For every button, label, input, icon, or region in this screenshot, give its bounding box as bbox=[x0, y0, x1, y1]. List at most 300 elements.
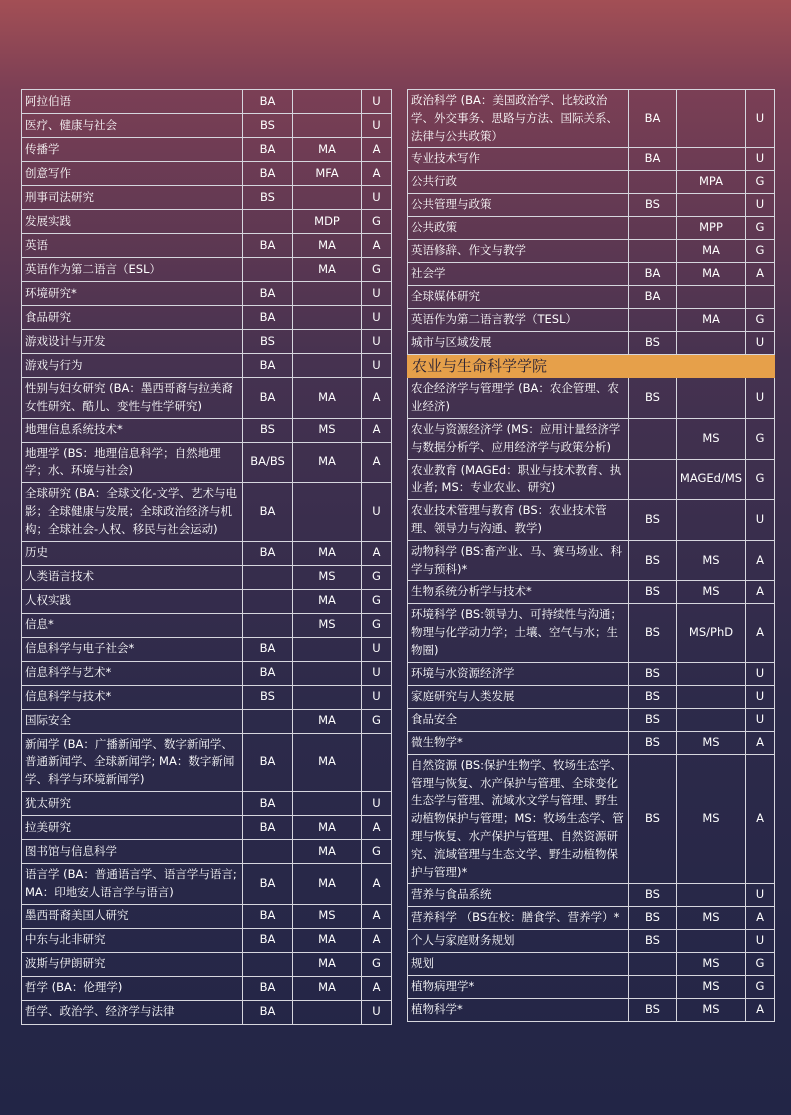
bachelor-degree: BA bbox=[243, 138, 293, 162]
bachelor-degree bbox=[243, 210, 293, 234]
table-row bbox=[408, 540, 775, 581]
program-type: U bbox=[362, 306, 392, 330]
graduate-degree: MA bbox=[293, 442, 362, 483]
graduate-degree bbox=[293, 661, 362, 685]
table-row bbox=[22, 791, 392, 815]
program-name: 地理学 (BS：地理信息科学；自然地理学；水、环境与社会) bbox=[22, 442, 243, 483]
graduate-degree bbox=[293, 483, 362, 541]
program-type: G bbox=[362, 709, 392, 733]
program-name: 自然资源 (BS:保护生物学、牧场生态学、管理与恢复、水产保护与管理、全球变化生态学与管理、流域水文学与管理、野生动植物保护与管理；MS：牧场生态学、管理与恢复、水产保护与管理、自然资源研究、流域管理与生态文学、野生动植物保护与管理)* bbox=[408, 754, 629, 884]
table-row bbox=[408, 976, 775, 999]
program-name: 信息* bbox=[22, 613, 243, 637]
program-type: A bbox=[362, 378, 392, 419]
program-name: 波斯与伊朗研究 bbox=[22, 952, 243, 976]
bachelor-degree: BA bbox=[243, 791, 293, 815]
table-row bbox=[22, 709, 392, 733]
right-program-table-body bbox=[408, 90, 775, 1022]
program-name: 专业技术写作 bbox=[408, 148, 629, 171]
graduate-degree: MS bbox=[677, 907, 746, 930]
table-row bbox=[408, 685, 775, 708]
bachelor-degree: BA bbox=[243, 483, 293, 541]
program-type: U bbox=[362, 637, 392, 661]
program-name: 传播学 bbox=[22, 138, 243, 162]
program-name: 英语 bbox=[22, 234, 243, 258]
graduate-degree bbox=[293, 354, 362, 378]
program-type: U bbox=[362, 282, 392, 306]
program-name: 农业技术管理与教育 (BS：农业技术管理、领导力与沟通、教学) bbox=[408, 500, 629, 541]
program-type: G bbox=[362, 613, 392, 637]
program-type: A bbox=[362, 162, 392, 186]
graduate-degree bbox=[677, 90, 746, 148]
bachelor-degree: BS bbox=[629, 378, 677, 419]
program-type: U bbox=[746, 378, 775, 419]
bachelor-degree: BA bbox=[243, 815, 293, 839]
program-name: 阿拉伯语 bbox=[22, 90, 243, 114]
program-type: U bbox=[746, 90, 775, 148]
graduate-degree bbox=[677, 194, 746, 217]
program-name: 农企经济学与管理学 (BA：农企管理、农业经济) bbox=[408, 378, 629, 419]
table-row bbox=[22, 589, 392, 613]
table-row bbox=[22, 354, 392, 378]
bachelor-degree bbox=[243, 952, 293, 976]
graduate-degree: MA bbox=[293, 709, 362, 733]
bachelor-degree: BS bbox=[243, 186, 293, 210]
graduate-degree bbox=[677, 148, 746, 171]
bachelor-degree: BS bbox=[629, 604, 677, 662]
program-type: A bbox=[362, 138, 392, 162]
graduate-degree: MA bbox=[677, 263, 746, 286]
graduate-degree bbox=[677, 332, 746, 355]
program-type: G bbox=[362, 210, 392, 234]
program-name: 食品研究 bbox=[22, 306, 243, 330]
program-name: 语言学 (BA：普通语言学、语言学与语言; MA：印地安人语言学与语言) bbox=[22, 863, 243, 904]
graduate-degree: MA bbox=[677, 309, 746, 332]
program-name: 哲学、政治学、经济学与法律 bbox=[22, 1000, 243, 1024]
program-type: G bbox=[746, 309, 775, 332]
graduate-degree: MS bbox=[293, 418, 362, 442]
bachelor-degree bbox=[629, 217, 677, 240]
table-row bbox=[22, 815, 392, 839]
bachelor-degree: BA bbox=[243, 378, 293, 419]
bachelor-degree bbox=[629, 459, 677, 500]
program-type: U bbox=[362, 685, 392, 709]
program-name: 城市与区域发展 bbox=[408, 332, 629, 355]
graduate-degree: MA bbox=[293, 952, 362, 976]
program-name: 中东与北非研究 bbox=[22, 928, 243, 952]
right-program-table bbox=[407, 89, 775, 1022]
program-name: 食品安全 bbox=[408, 708, 629, 731]
program-name: 公共管理与政策 bbox=[408, 194, 629, 217]
graduate-degree bbox=[293, 282, 362, 306]
table-row bbox=[408, 907, 775, 930]
program-name: 创意写作 bbox=[22, 162, 243, 186]
program-name: 游戏与行为 bbox=[22, 354, 243, 378]
program-type: A bbox=[746, 907, 775, 930]
bachelor-degree: BA bbox=[629, 263, 677, 286]
program-name: 全球媒体研究 bbox=[408, 286, 629, 309]
table-row bbox=[22, 661, 392, 685]
bachelor-degree: BA bbox=[243, 863, 293, 904]
graduate-degree: MA bbox=[293, 541, 362, 565]
graduate-degree bbox=[293, 637, 362, 661]
table-row bbox=[22, 565, 392, 589]
table-row bbox=[408, 581, 775, 604]
program-type: A bbox=[362, 904, 392, 928]
table-row bbox=[22, 685, 392, 709]
program-type: A bbox=[746, 263, 775, 286]
program-name: 国际安全 bbox=[22, 709, 243, 733]
program-type: G bbox=[362, 839, 392, 863]
program-name: 医疗、健康与社会 bbox=[22, 114, 243, 138]
program-name: 公共政策 bbox=[408, 217, 629, 240]
program-type bbox=[362, 733, 392, 791]
table-row bbox=[22, 210, 392, 234]
table-row bbox=[408, 332, 775, 355]
program-type: A bbox=[746, 604, 775, 662]
program-name: 环境科学 (BS:领导力、可持续性与沟通；物理与化学动力学；土壤、空气与水；生物圈) bbox=[408, 604, 629, 662]
graduate-degree: MS bbox=[677, 418, 746, 459]
graduate-degree bbox=[677, 884, 746, 907]
graduate-degree: MA bbox=[293, 815, 362, 839]
table-row bbox=[408, 604, 775, 662]
program-name: 新闻学 (BA：广播新闻学、数字新闻学、普通新闻学、全球新闻学; MA：数字新闻学、科学与环境新闻学) bbox=[22, 733, 243, 791]
section-header-row bbox=[408, 355, 775, 378]
program-type: U bbox=[362, 791, 392, 815]
bachelor-degree: BA bbox=[243, 976, 293, 1000]
table-row bbox=[22, 839, 392, 863]
bachelor-degree: BS bbox=[629, 930, 677, 953]
graduate-degree bbox=[293, 306, 362, 330]
program-type bbox=[746, 286, 775, 309]
table-row bbox=[408, 999, 775, 1022]
bachelor-degree bbox=[243, 258, 293, 282]
program-type: A bbox=[362, 418, 392, 442]
table-row bbox=[408, 171, 775, 194]
program-type: G bbox=[362, 952, 392, 976]
program-type: A bbox=[746, 731, 775, 754]
program-type: A bbox=[362, 541, 392, 565]
program-type: G bbox=[746, 418, 775, 459]
table-row bbox=[22, 90, 392, 114]
program-type: U bbox=[362, 661, 392, 685]
bachelor-degree: BS bbox=[629, 500, 677, 541]
program-type: U bbox=[362, 186, 392, 210]
graduate-degree bbox=[293, 791, 362, 815]
program-name: 政治科学 (BA：美国政治学、比较政治学、外交事务、思路与方法、国际关系、法律与公共政策） bbox=[408, 90, 629, 148]
graduate-degree: MA bbox=[293, 928, 362, 952]
table-row bbox=[22, 637, 392, 661]
graduate-degree: MS bbox=[677, 754, 746, 884]
bachelor-degree: BA bbox=[629, 286, 677, 309]
program-name: 英语作为第二语言教学（TESL） bbox=[408, 309, 629, 332]
program-type: G bbox=[746, 953, 775, 976]
bachelor-degree: BS bbox=[629, 999, 677, 1022]
table-row bbox=[408, 309, 775, 332]
bachelor-degree: BA bbox=[243, 354, 293, 378]
graduate-degree: MA bbox=[293, 234, 362, 258]
graduate-degree: MS bbox=[293, 565, 362, 589]
program-name: 地理信息系统技术* bbox=[22, 418, 243, 442]
graduate-degree: MAGEd/MS bbox=[677, 459, 746, 500]
table-row bbox=[408, 754, 775, 884]
table-row bbox=[22, 114, 392, 138]
program-type: U bbox=[746, 194, 775, 217]
program-name: 信息科学与技术* bbox=[22, 685, 243, 709]
graduate-degree: MS bbox=[677, 999, 746, 1022]
bachelor-degree: BA bbox=[243, 90, 293, 114]
graduate-degree: MA bbox=[677, 240, 746, 263]
graduate-degree: MFA bbox=[293, 162, 362, 186]
program-name: 营养科学 （BS在校：膳食学、营养学）* bbox=[408, 907, 629, 930]
program-name: 微生物学* bbox=[408, 731, 629, 754]
graduate-degree bbox=[293, 186, 362, 210]
graduate-degree bbox=[293, 90, 362, 114]
table-row bbox=[22, 378, 392, 419]
bachelor-degree bbox=[629, 418, 677, 459]
program-name: 发展实践 bbox=[22, 210, 243, 234]
table-row bbox=[22, 306, 392, 330]
program-name: 哲学 (BA：伦理学) bbox=[22, 976, 243, 1000]
bachelor-degree: BA bbox=[629, 148, 677, 171]
program-type: U bbox=[746, 662, 775, 685]
graduate-degree: MS bbox=[677, 731, 746, 754]
bachelor-degree bbox=[629, 309, 677, 332]
graduate-degree: MS bbox=[293, 613, 362, 637]
bachelor-degree: BA bbox=[243, 541, 293, 565]
bachelor-degree: BA/BS bbox=[243, 442, 293, 483]
program-type: U bbox=[746, 685, 775, 708]
bachelor-degree: BS bbox=[629, 731, 677, 754]
table-row bbox=[22, 282, 392, 306]
bachelor-degree: BS bbox=[629, 194, 677, 217]
bachelor-degree: BA bbox=[243, 306, 293, 330]
table-row bbox=[408, 708, 775, 731]
table-row bbox=[22, 541, 392, 565]
bachelor-degree bbox=[243, 709, 293, 733]
program-type: U bbox=[362, 330, 392, 354]
graduate-degree bbox=[677, 286, 746, 309]
graduate-degree: MS bbox=[677, 581, 746, 604]
bachelor-degree: BA bbox=[243, 928, 293, 952]
table-row bbox=[408, 930, 775, 953]
program-name: 英语作为第二语言（ESL） bbox=[22, 258, 243, 282]
table-row bbox=[408, 731, 775, 754]
graduate-degree: MA bbox=[293, 839, 362, 863]
program-type: U bbox=[746, 332, 775, 355]
table-row bbox=[408, 90, 775, 148]
bachelor-degree: BA bbox=[243, 637, 293, 661]
program-name: 植物病理学* bbox=[408, 976, 629, 999]
program-type: A bbox=[746, 540, 775, 581]
program-name: 墨西哥裔美国人研究 bbox=[22, 904, 243, 928]
bachelor-degree: BA bbox=[629, 90, 677, 148]
graduate-degree: MA bbox=[293, 589, 362, 613]
program-type: U bbox=[362, 114, 392, 138]
program-name: 环境与水资源经济学 bbox=[408, 662, 629, 685]
graduate-degree: MA bbox=[293, 258, 362, 282]
bachelor-degree: BS bbox=[629, 708, 677, 731]
program-type: G bbox=[362, 258, 392, 282]
program-type: A bbox=[746, 999, 775, 1022]
bachelor-degree: BA bbox=[243, 162, 293, 186]
graduate-degree: MS bbox=[293, 904, 362, 928]
program-name: 规划 bbox=[408, 953, 629, 976]
program-name: 信息科学与电子社会* bbox=[22, 637, 243, 661]
bachelor-degree: BS bbox=[629, 581, 677, 604]
graduate-degree bbox=[293, 685, 362, 709]
program-type: U bbox=[746, 708, 775, 731]
program-name: 环境研究* bbox=[22, 282, 243, 306]
graduate-degree: MS/PhD bbox=[677, 604, 746, 662]
program-type: U bbox=[746, 930, 775, 953]
table-row bbox=[22, 258, 392, 282]
program-name: 人类语言技术 bbox=[22, 565, 243, 589]
graduate-degree: MS bbox=[677, 976, 746, 999]
table-row bbox=[408, 378, 775, 419]
program-type: U bbox=[746, 884, 775, 907]
program-name: 农业与资源经济学 (MS：应用计量经济学与数据分析学、应用经济学与政策分析) bbox=[408, 418, 629, 459]
bachelor-degree: BS bbox=[629, 685, 677, 708]
program-name: 公共行政 bbox=[408, 171, 629, 194]
program-type: G bbox=[746, 459, 775, 500]
bachelor-degree: BS bbox=[629, 540, 677, 581]
graduate-degree: MDP bbox=[293, 210, 362, 234]
program-name: 家庭研究与人类发展 bbox=[408, 685, 629, 708]
program-type: A bbox=[746, 581, 775, 604]
graduate-degree bbox=[293, 114, 362, 138]
program-type: U bbox=[746, 500, 775, 541]
program-name: 个人与家庭财务规划 bbox=[408, 930, 629, 953]
program-name: 拉美研究 bbox=[22, 815, 243, 839]
graduate-degree bbox=[677, 662, 746, 685]
program-type: A bbox=[362, 815, 392, 839]
program-type: A bbox=[746, 754, 775, 884]
program-type: G bbox=[746, 976, 775, 999]
program-name: 植物科学* bbox=[408, 999, 629, 1022]
graduate-degree: MS bbox=[677, 953, 746, 976]
graduate-degree bbox=[293, 1000, 362, 1024]
bachelor-degree: BA bbox=[243, 904, 293, 928]
program-name: 历史 bbox=[22, 541, 243, 565]
table-row bbox=[22, 234, 392, 258]
program-name: 生物系统分析学与技术* bbox=[408, 581, 629, 604]
table-row bbox=[22, 186, 392, 210]
bachelor-degree bbox=[629, 240, 677, 263]
bachelor-degree: BA bbox=[243, 733, 293, 791]
bachelor-degree: BS bbox=[629, 662, 677, 685]
table-row bbox=[22, 976, 392, 1000]
program-type: A bbox=[362, 976, 392, 1000]
table-row bbox=[408, 500, 775, 541]
program-name: 信息科学与艺术* bbox=[22, 661, 243, 685]
program-type: G bbox=[746, 217, 775, 240]
program-type: A bbox=[362, 863, 392, 904]
bachelor-degree: BA bbox=[243, 282, 293, 306]
bachelor-degree: BS bbox=[629, 332, 677, 355]
graduate-degree bbox=[293, 330, 362, 354]
bachelor-degree: BS bbox=[629, 907, 677, 930]
program-type: G bbox=[746, 240, 775, 263]
program-name: 犹太研究 bbox=[22, 791, 243, 815]
graduate-degree: MA bbox=[293, 138, 362, 162]
table-row bbox=[408, 263, 775, 286]
table-row bbox=[22, 483, 392, 541]
table-row bbox=[408, 217, 775, 240]
table-row bbox=[408, 194, 775, 217]
bachelor-degree: BA bbox=[243, 234, 293, 258]
table-row bbox=[22, 733, 392, 791]
program-type: U bbox=[362, 90, 392, 114]
program-name: 营养与食品系统 bbox=[408, 884, 629, 907]
bachelor-degree bbox=[629, 171, 677, 194]
graduate-degree: MA bbox=[293, 863, 362, 904]
table-row bbox=[22, 1000, 392, 1024]
program-name: 图书馆与信息科学 bbox=[22, 839, 243, 863]
table-row bbox=[408, 884, 775, 907]
program-type: A bbox=[362, 234, 392, 258]
graduate-degree bbox=[677, 930, 746, 953]
table-row bbox=[408, 240, 775, 263]
table-row bbox=[22, 162, 392, 186]
table-row bbox=[408, 148, 775, 171]
bachelor-degree: BS bbox=[629, 884, 677, 907]
table-row bbox=[22, 904, 392, 928]
bachelor-degree bbox=[243, 565, 293, 589]
program-name: 刑事司法研究 bbox=[22, 186, 243, 210]
program-name: 农业教育 (MAGEd：职业与技术教育、执业者; MS：专业农业、研究) bbox=[408, 459, 629, 500]
graduate-degree: MPP bbox=[677, 217, 746, 240]
table-row bbox=[22, 138, 392, 162]
program-name: 性别与妇女研究 (BA：墨西哥裔与拉美裔女性研究、酷儿、变性与性学研究) bbox=[22, 378, 243, 419]
graduate-degree: MA bbox=[293, 976, 362, 1000]
program-type: U bbox=[362, 1000, 392, 1024]
program-type: G bbox=[362, 565, 392, 589]
bachelor-degree: BA bbox=[243, 1000, 293, 1024]
bachelor-degree: BS bbox=[629, 754, 677, 884]
program-name: 社会学 bbox=[408, 263, 629, 286]
graduate-degree: MA bbox=[293, 378, 362, 419]
bachelor-degree: BS bbox=[243, 685, 293, 709]
program-name: 全球研究 (BA：全球文化-文学、艺术与电影；全球健康与发展；全球政治经济与机构；全球社会-人权、移民与社会运动) bbox=[22, 483, 243, 541]
bachelor-degree bbox=[243, 613, 293, 637]
bachelor-degree bbox=[243, 589, 293, 613]
bachelor-degree bbox=[629, 953, 677, 976]
section-title: 农业与生命科学学院 bbox=[408, 355, 775, 378]
graduate-degree bbox=[677, 708, 746, 731]
table-row bbox=[22, 952, 392, 976]
bachelor-degree bbox=[243, 839, 293, 863]
program-name: 游戏设计与开发 bbox=[22, 330, 243, 354]
program-type: G bbox=[362, 589, 392, 613]
program-type: G bbox=[746, 171, 775, 194]
program-type: U bbox=[362, 483, 392, 541]
graduate-degree bbox=[677, 378, 746, 419]
bachelor-degree bbox=[629, 976, 677, 999]
table-row bbox=[22, 863, 392, 904]
program-type: U bbox=[362, 354, 392, 378]
table-row bbox=[22, 613, 392, 637]
graduate-degree bbox=[677, 685, 746, 708]
program-name: 英语修辞、作文与教学 bbox=[408, 240, 629, 263]
table-row bbox=[22, 330, 392, 354]
left-program-table bbox=[21, 89, 392, 1025]
left-program-table-body bbox=[22, 90, 392, 1025]
program-name: 动物科学 (BS:畜产业、马、赛马场业、科学与预科)* bbox=[408, 540, 629, 581]
table-row bbox=[408, 286, 775, 309]
graduate-degree: MS bbox=[677, 540, 746, 581]
program-type: A bbox=[362, 442, 392, 483]
table-row bbox=[22, 418, 392, 442]
